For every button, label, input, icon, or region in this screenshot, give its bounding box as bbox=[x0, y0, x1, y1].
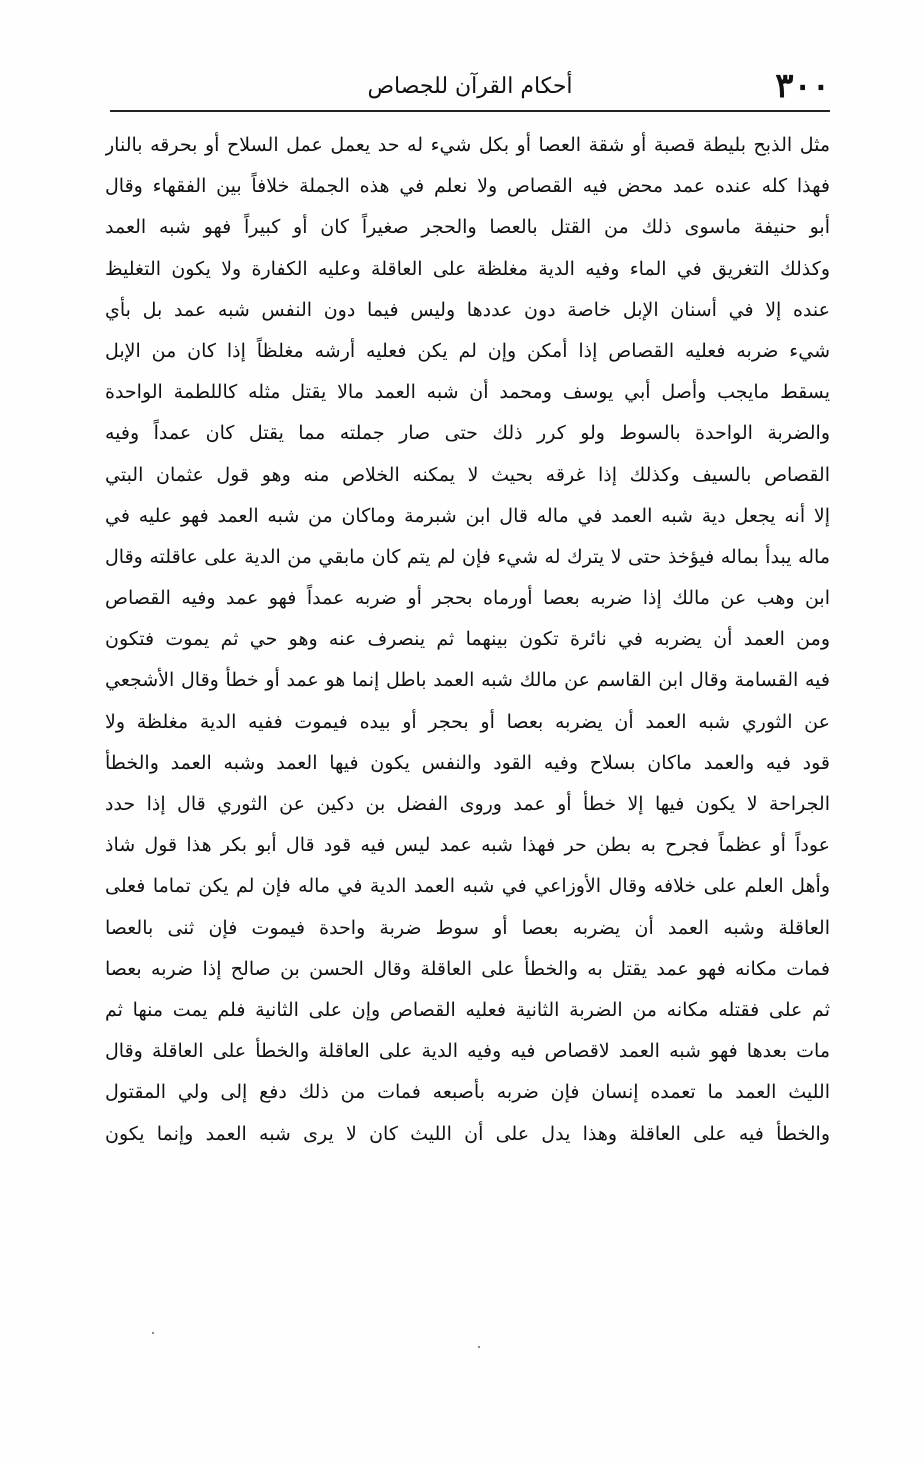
text-line: والخطأ فيه على العاقلة وهذا يدل على أن الليث كان لا يرى شبه العمد وإنما يكون bbox=[105, 1122, 830, 1145]
scan-speck bbox=[478, 1346, 480, 1348]
text-line: يسقط مايجب وأصل أبي يوسف ومحمد أن شبه العمد مالا يقتل مثله كاللطمة الواحدة bbox=[105, 381, 830, 404]
text-line: شيء ضربه فعليه القصاص إذا أمكن وإن لم يكن فعليه أرشه مغلظاً إذا كان من الإبل bbox=[105, 339, 830, 362]
text-line: مات بعدها فهو شبه العمد لاقصاص فيه وفيه الدية على العاقلة والخطأ على العاقلة وقال bbox=[105, 1040, 830, 1063]
header-rule bbox=[110, 110, 830, 112]
scan-speck bbox=[152, 1332, 154, 1334]
text-line: ابن وهب عن مالك إذا ضربه بعصا أورماه بحجر أو ضربه عمداً فهو عمد وفيه القصاص bbox=[105, 587, 830, 610]
page-number: ٣٠٠ bbox=[775, 66, 830, 106]
text-line: الليث العمد ما تعمده إنسان فإن ضربه بأصبعه فمات من ذلك دفع إلى ولي المقتول bbox=[105, 1081, 830, 1104]
running-title: أحكام القرآن للجصاص bbox=[367, 74, 573, 99]
text-line: القصاص بالسيف وكذلك إذا غرقه بحيث لا يمكنه الخلاص منه وهو قول عثمان البتي bbox=[105, 463, 830, 486]
text-line: ثم على فقتله مكانه من الضربة الثانية فعليه القصاص وإن على الثانية فلم يمت منها ثم bbox=[105, 998, 830, 1021]
text-line: العاقلة وشبه العمد أن يضربه بعصا أو سوط ضربة واحدة فيموت فإن ثنى بالعصا bbox=[105, 916, 830, 939]
text-line: ماله يبدأ بماله فيؤخذ حتى لا يترك له شيء فإن لم يتم كان مابقي من الدية على عاقلته وقال bbox=[105, 545, 830, 568]
text-line: فيه القسامة وقال ابن القاسم عن مالك شبه العمد باطل إنما هو عمد أو خطأ وقال الأشجعي bbox=[105, 669, 830, 692]
text-line: وأهل العلم على خلافه وقال الأوزاعي في شبه العمد الدية في ماله فإن لم يكن تماما فعلى bbox=[105, 875, 830, 898]
page-header bbox=[110, 60, 830, 110]
text-line: عوداً أو عظماً فجرح به بطن حر فهذا شبه عمد ليس فيه قود قال أبو بكر هذا قول شاذ bbox=[105, 834, 830, 857]
text-line: وكذلك التغريق في الماء وفيه الدية مغلظة على العاقلة وعليه الكفارة ولا يكون التغليظ bbox=[105, 257, 830, 280]
text-line: ومن العمد أن يضربه في نائرة تكون بينهما ثم ينصرف عنه وهو حي ثم يموت فتكون bbox=[105, 628, 830, 651]
text-line: فمات مكانه فهو عمد يقتل به والخطأ على العاقلة وقال الحسن بن صالح إذا ضربه بعصا bbox=[105, 957, 830, 980]
text-line: مثل الذبح بليطة قصبة أو شقة العصا أو بكل شيء له حد يعمل عمل السلاح أو بحرقه بالنار bbox=[105, 134, 830, 156]
body-text bbox=[105, 125, 830, 1155]
text-line: قود فيه والعمد ماكان بسلاح وفيه القود والنفس يكون فيها العمد وشبه العمد والخطأ bbox=[105, 751, 830, 774]
text-line: والضربة الواحدة بالسوط ولو كرر ذلك حتى صار جملته مما يقتل كان عمداً وفيه bbox=[105, 422, 830, 445]
text-line: فهذا كله عنده عمد محض فيه القصاص ولا نعلم في هذه الجملة خلافاً بين الفقهاء وقال bbox=[105, 175, 830, 198]
text-line: أبو حنيفة ماسوى ذلك من القتل بالعصا والحجر صغيراً كان أو كبيراً فهو شبه العمد bbox=[105, 216, 830, 239]
text-line: عنده إلا في أسنان الإبل خاصة دون عددها وليس فيما دون النفس شبه عمد بل بأي bbox=[105, 298, 830, 321]
text-line: إلا أنه يجعل دية شبه العمد في ماله قال ابن شبرمة وماكان من شبه العمد فهو عليه في bbox=[105, 504, 830, 527]
text-line: الجراحة لا يكون فيها إلا خطأ أو عمد وروى الفضل بن دكين عن الثوري قال إذا حدد bbox=[105, 793, 830, 815]
text-line: عن الثوري شبه العمد أن يضربه بعصا أو بحجر أو بيده فيموت ففيه الدية مغلظة ولا bbox=[105, 710, 830, 733]
